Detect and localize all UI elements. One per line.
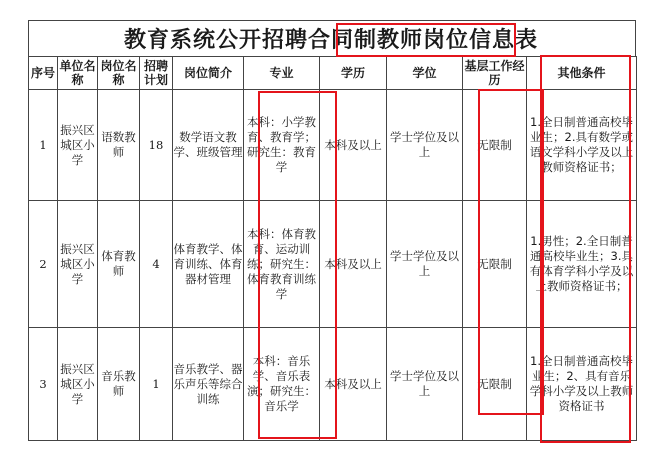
header-intro: 岗位简介 (173, 57, 244, 90)
cell-intro: 音乐教学、器乐声乐等综合训练 (173, 328, 244, 441)
cell-intro: 体育教学、体育训练、体育器材管理 (173, 201, 244, 328)
cell-no: 2 (29, 201, 58, 328)
cell-major: 本科：音乐学、音乐表演；研究生：音乐学 (244, 328, 320, 441)
cell-experience: 无限制 (463, 328, 527, 441)
header-other: 其他条件 (527, 57, 637, 90)
table-title: 教育系统公开招聘合同制教师岗位信息表 (124, 27, 539, 53)
header-education: 学历 (320, 57, 387, 90)
cell-education: 本科及以上 (320, 201, 387, 328)
header-no: 序号 (29, 57, 58, 90)
header-major: 专业 (244, 57, 320, 90)
cell-plan: 1 (140, 328, 173, 441)
cell-other: 1.全日制普通高校毕业生；2、具有音乐学科小学及以上教师资格证书 (527, 328, 637, 441)
header-experience: 基层工作经历 (463, 57, 527, 90)
cell-unit: 振兴区城区小学 (58, 201, 98, 328)
cell-unit: 振兴区城区小学 (58, 328, 98, 441)
cell-no: 1 (29, 90, 58, 201)
cell-plan: 18 (140, 90, 173, 201)
header-unit: 单位名称 (58, 57, 98, 90)
header-degree: 学位 (387, 57, 463, 90)
cell-major: 本科：体育教育、运动训练；研究生：体育教育训练学 (244, 201, 320, 328)
table-row (29, 90, 637, 201)
cell-post: 语数教师 (98, 90, 140, 201)
table-row (29, 328, 637, 441)
cell-no: 3 (29, 328, 58, 441)
cell-experience: 无限制 (463, 201, 527, 328)
recruitment-table (28, 56, 637, 441)
header-row (29, 57, 637, 90)
cell-intro: 数学语文教学、班级管理 (173, 90, 244, 201)
table-row (29, 201, 637, 328)
cell-plan: 4 (140, 201, 173, 328)
cell-post: 体育教师 (98, 201, 140, 328)
cell-unit: 振兴区城区小学 (58, 90, 98, 201)
title-row (28, 20, 636, 56)
cell-degree: 学士学位及以上 (387, 90, 463, 201)
header-post: 岗位名称 (98, 57, 140, 90)
header-plan: 招聘计划 (140, 57, 173, 90)
cell-experience: 无限制 (463, 90, 527, 201)
cell-education: 本科及以上 (320, 328, 387, 441)
cell-degree: 学士学位及以上 (387, 328, 463, 441)
cell-education: 本科及以上 (320, 90, 387, 201)
cell-other: 1.全日制普通高校毕业生；2.具有数学或语文学科小学及以上教师资格证书； (527, 90, 637, 201)
cell-degree: 学士学位及以上 (387, 201, 463, 328)
cell-other: 1.男性；2.全日制普通高校毕业生；3.具有体育学科小学及以上教师资格证书； (527, 201, 637, 328)
cell-post: 音乐教师 (98, 328, 140, 441)
cell-major: 本科：小学教育、教育学；研究生：教育学 (244, 90, 320, 201)
